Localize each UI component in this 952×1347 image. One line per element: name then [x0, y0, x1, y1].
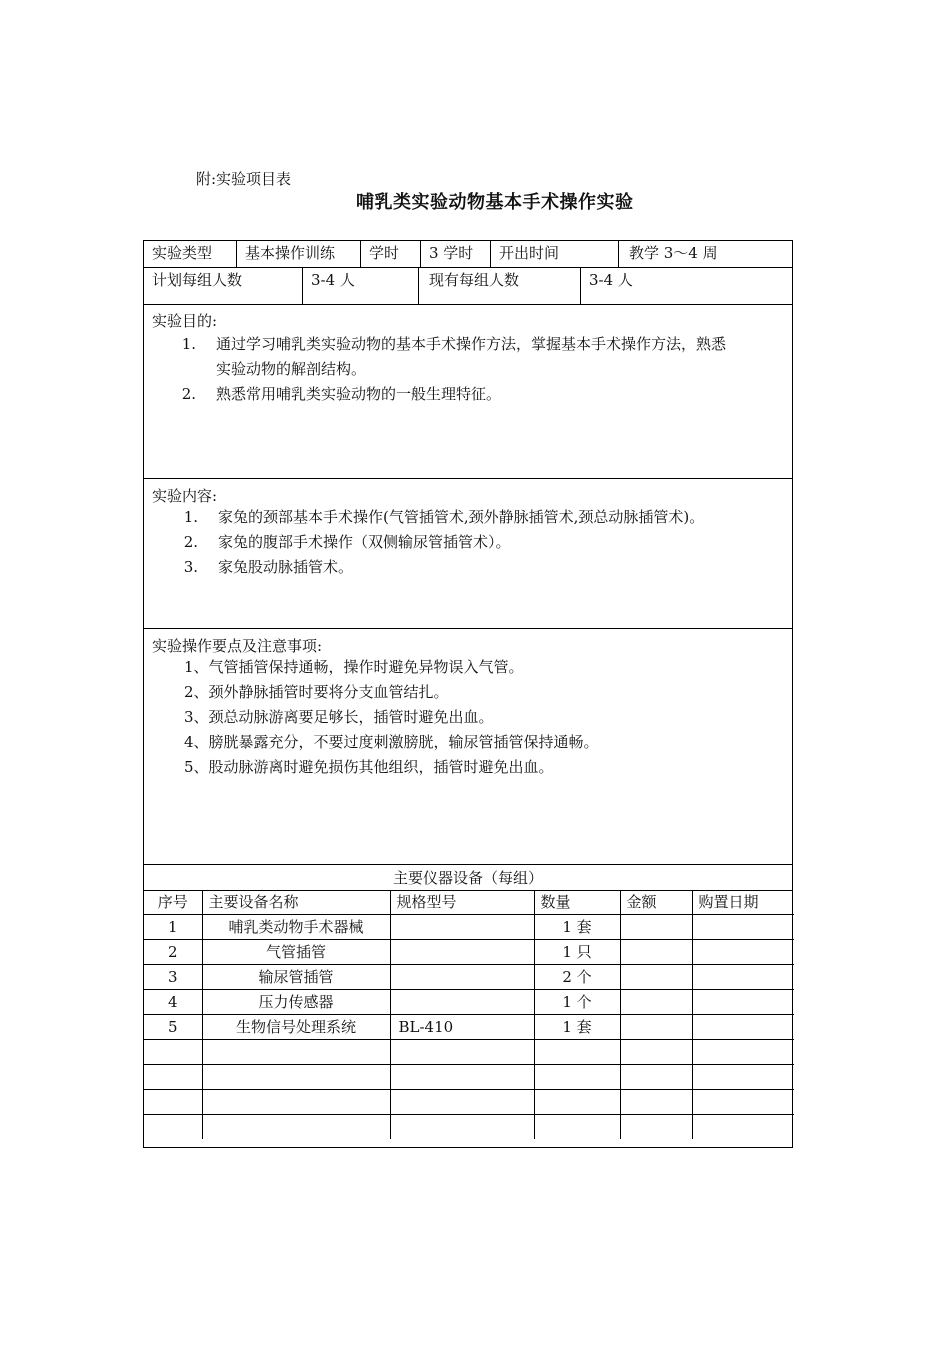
table-row — [144, 940, 794, 965]
purpose-item-number: 2. — [181, 385, 196, 403]
cell-spec-model — [390, 1090, 534, 1115]
cell-amount — [620, 1015, 692, 1040]
cell-equipment-name — [202, 1115, 390, 1140]
cell-spec-model — [390, 940, 534, 965]
planned-group-value: 3-4 人 — [302, 267, 418, 304]
cell-spec-model — [390, 915, 534, 940]
type-value: 基本操作训练 — [236, 241, 360, 267]
cell-equipment-name: 气管插管 — [202, 940, 390, 965]
equipment-title: 主要仪器设备（每组） — [144, 865, 792, 891]
table-row — [144, 1090, 794, 1115]
purpose-title: 实验目的: — [152, 312, 218, 330]
cell-purchase-date — [692, 1090, 794, 1115]
table-row — [144, 990, 794, 1015]
current-group-label: 现有每组人数 — [418, 267, 580, 304]
cell-quantity: 1 只 — [534, 940, 620, 965]
cell-row-number: 2 — [144, 940, 202, 965]
cell-row-number: 3 — [144, 965, 202, 990]
content-item-text: 家兔的腹部手术操作（双侧输尿管插管术）。 — [218, 533, 511, 551]
note-item: 5、股动脉游离时避免损伤其他组织，插管时避免出血。 — [184, 758, 554, 776]
cell-spec-model — [390, 1040, 534, 1065]
header-amount: 金额 — [620, 890, 692, 915]
cell-amount — [620, 1065, 692, 1090]
table-row — [144, 1040, 794, 1065]
cell-spec-model — [390, 1115, 534, 1140]
hours-value: 3 学时 — [420, 241, 490, 267]
cell-equipment-name: 输尿管插管 — [202, 965, 390, 990]
attachment-label: 附:实验项目表 — [196, 170, 292, 188]
cell-quantity — [534, 1065, 620, 1090]
purpose-section — [144, 304, 792, 479]
cell-purchase-date — [692, 1065, 794, 1090]
cell-row-number — [144, 1040, 202, 1065]
cell-purchase-date — [692, 940, 794, 965]
note-item: 4、膀胱暴露充分，不要过度刺激膀胱，输尿管插管保持通畅。 — [184, 733, 599, 751]
content-item-text: 家兔股动脉插管术。 — [218, 558, 354, 576]
cell-amount — [620, 990, 692, 1015]
equipment-table — [144, 890, 794, 1139]
cell-amount — [620, 965, 692, 990]
table-row — [144, 965, 794, 990]
planned-group-label: 计划每组人数 — [152, 271, 243, 289]
cell-purchase-date — [692, 990, 794, 1015]
cell-purchase-date — [692, 1040, 794, 1065]
document-title: 哺乳类实验动物基本手术操作实验 — [356, 192, 634, 213]
cell-amount — [620, 1040, 692, 1065]
purpose-item-text-continued: 实验动物的解剖结构。 — [216, 360, 367, 378]
current-group-value: 3-4 人 — [580, 267, 792, 304]
experiment-form — [143, 240, 793, 1148]
cell-equipment-name: 压力传感器 — [202, 990, 390, 1015]
notes-title: 实验操作要点及注意事项: — [152, 637, 323, 655]
info-row-2 — [144, 267, 792, 305]
content-item-number: 3. — [183, 558, 198, 576]
note-item: 3、颈总动脉游离要足够长，插管时避免出血。 — [184, 708, 494, 726]
header-quantity: 数量 — [534, 890, 620, 915]
content-item-text: 家兔的颈部基本手术操作(气管插管术,颈外静脉插管术,颈总动脉插管术)。 — [218, 508, 705, 526]
teaching-weeks: 教学 3～4 周 — [618, 241, 792, 267]
cell-amount — [620, 1115, 692, 1140]
cell-row-number: 4 — [144, 990, 202, 1015]
type-label: 实验类型 — [152, 244, 213, 262]
cell-quantity: 2 个 — [534, 965, 620, 990]
header-row-number: 序号 — [144, 890, 202, 915]
content-title: 实验内容: — [152, 487, 218, 505]
cell-purchase-date — [692, 1015, 794, 1040]
cell-row-number — [144, 1115, 202, 1140]
cell-spec-model — [390, 1065, 534, 1090]
header-purchase-date: 购置日期 — [692, 890, 794, 915]
cell-quantity: 1 个 — [534, 990, 620, 1015]
cell-amount — [620, 1090, 692, 1115]
cell-equipment-name: 生物信号处理系统 — [202, 1015, 390, 1040]
cell-equipment-name: 哺乳类动物手术器械 — [202, 915, 390, 940]
content-item-number: 1. — [183, 508, 198, 526]
note-item: 2、颈外静脉插管时要将分支血管结扎。 — [184, 683, 449, 701]
cell-equipment-name — [202, 1065, 390, 1090]
notes-section — [144, 629, 792, 865]
table-row — [144, 1015, 794, 1040]
content-section — [144, 479, 792, 629]
equipment-header-row — [144, 890, 794, 915]
hours-label: 学时 — [360, 241, 420, 267]
cell-quantity: 1 套 — [534, 915, 620, 940]
header-equipment-name: 主要设备名称 — [202, 890, 390, 915]
purpose-item-text: 熟悉常用哺乳类实验动物的一般生理特征。 — [216, 385, 502, 403]
cell-row-number: 5 — [144, 1015, 202, 1040]
cell-purchase-date — [692, 965, 794, 990]
cell-purchase-date — [692, 1115, 794, 1140]
purpose-item-text: 通过学习哺乳类实验动物的基本手术操作方法，掌握基本手术操作方法，熟悉 — [216, 335, 727, 353]
content-item-number: 2. — [183, 533, 198, 551]
cell-spec-model: BL-410 — [390, 1015, 534, 1040]
cell-row-number — [144, 1090, 202, 1115]
header-spec-model: 规格型号 — [390, 890, 534, 915]
open-time-label: 开出时间 — [490, 241, 618, 267]
note-item: 1、气管插管保持通畅，操作时避免异物误入气管。 — [184, 658, 524, 676]
cell-quantity: 1 套 — [534, 1015, 620, 1040]
info-row-1 — [144, 241, 792, 268]
cell-spec-model — [390, 990, 534, 1015]
cell-quantity — [534, 1090, 620, 1115]
cell-spec-model — [390, 965, 534, 990]
table-row — [144, 915, 794, 940]
purpose-item-number: 1. — [181, 335, 196, 353]
table-row — [144, 1065, 794, 1090]
table-row — [144, 1115, 794, 1140]
cell-row-number: 1 — [144, 915, 202, 940]
cell-equipment-name — [202, 1090, 390, 1115]
cell-quantity — [534, 1115, 620, 1140]
cell-amount — [620, 940, 692, 965]
cell-quantity — [534, 1040, 620, 1065]
cell-equipment-name — [202, 1040, 390, 1065]
cell-amount — [620, 915, 692, 940]
cell-purchase-date — [692, 915, 794, 940]
cell-row-number — [144, 1065, 202, 1090]
